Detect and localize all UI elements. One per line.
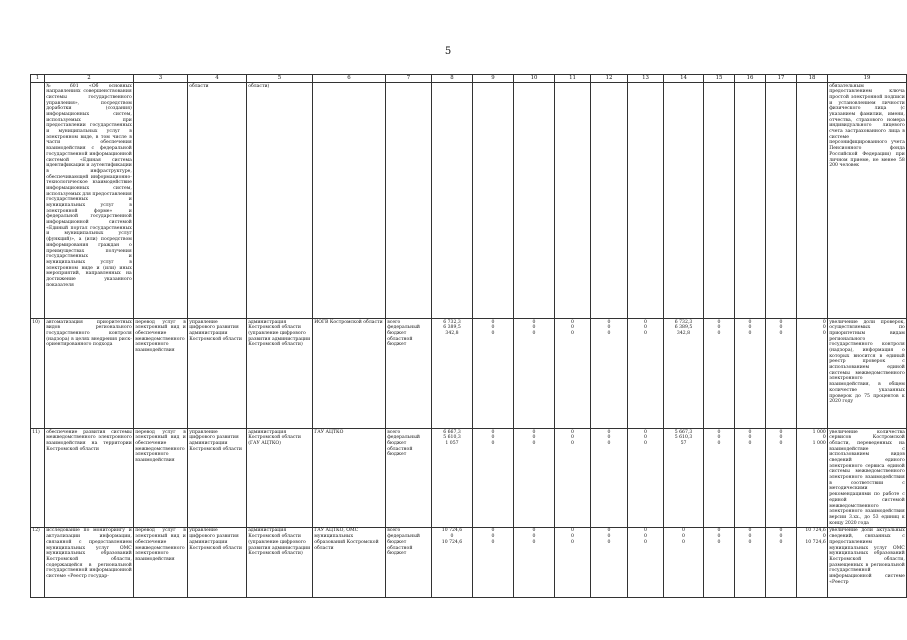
col-header-10: 10 [514,75,555,83]
value: 0 [491,534,495,540]
value: 0 [532,319,536,325]
cell-year [555,429,591,528]
cell-executor: ИОГВ Костромской области [313,319,386,429]
value: 0 [717,319,721,325]
cell-year [473,429,514,528]
cell-year [664,527,704,597]
value: 0 [644,325,647,331]
cell-empty [432,83,473,319]
value: 0 [607,330,611,336]
value: 10 724,6 [805,539,826,545]
cell-empty [555,83,591,319]
cell-year [473,319,514,429]
col-header-12: 12 [591,75,628,83]
cell-year [591,429,628,528]
cell-source [386,429,432,528]
value: 0 [682,534,685,540]
cell-sum-total [432,527,473,597]
cell-year [735,429,766,528]
cell-executor: ГАУ АЦТКО [313,429,386,528]
value: 0 [491,319,495,325]
value: 0 [748,528,752,534]
cell-measure-name: № 601 «Об основных направлениях совершенствования системы государственного управления», посредством доработки (создания) информационных систем, используемых при предоставлении государственных и муниципальных услуг в электронном виде, в том числе в части обеспечения взаимодействия с федеральной государственной информационной системой «Единая система идентификации и аутентификации в инфраструктуре, обеспечивающей информационно-технологическое взаимодействие информационных систем, используемых для предоставления государственных и муниципальных услуг в электронной форме» и федеральной государственной информационной системой «Единый портал государственных и муниципальных услуг (функций)», а (или) посредством информирования граждан о преимуществах получения государственных и муниципальных услуг в электронном виде и (или) иных мероприятий, направленных на достижение указанного показателя [45,83,134,319]
value: 0 [571,440,574,446]
cell-year [555,319,591,429]
source-federal: федеральный бюджет [387,435,420,446]
source-total: всего [387,429,401,435]
cell-executor: ГАУ АЦТКО, ОМС муниципальных образований Костромской области [313,527,386,597]
value: 0 [748,319,752,325]
cell-empty [704,83,735,319]
value: 6 732,3 [674,319,693,325]
cell-year [664,429,704,528]
cell-year [514,319,555,429]
value: 0 [491,429,495,435]
cell-year [797,319,828,429]
cell-direction [134,83,188,319]
value: 0 [532,534,536,540]
value: 342,8 [676,330,691,336]
value: 0 [779,534,783,540]
col-header-9: 9 [473,75,514,83]
value: 0 [644,319,647,325]
value: 0 [748,325,752,331]
value: 342,8 [445,330,459,336]
cell-source [386,319,432,429]
value: 0 [644,429,647,435]
cell-measure-name: автоматизация приоритетных видов регионального государственного контроля (надзора) в целях внедрения риск-ориентированного подхода [45,319,134,429]
value: 10 724,6 [441,539,463,545]
value: 0 [607,435,611,441]
cell-indicator: обязательным предоставлением ключа простой электронной подписи и установлением личности физического лица (с указанием фамилии, имени, отчества, страхового номера индивидуального лицевого счета застрахованного лица в системе персонифицированного учета Пенсионного фонда Российской Федерации) при личном приеме, не менее 58 200 человек [828,83,907,319]
value: 0 [682,528,685,534]
cell-year [704,527,735,597]
col-header-11: 11 [555,75,591,83]
value: 0 [822,534,826,540]
value: 0 [607,534,611,540]
source-total: всего [387,528,401,534]
value: 0 [717,325,721,331]
value: 0 [491,435,495,441]
value: 0 [682,539,685,545]
value: 0 [532,325,536,331]
value: 57 [680,440,687,446]
value: 0 [644,539,647,545]
cell-year [591,319,628,429]
value: 10 724,6 [441,528,463,534]
value: 0 [532,330,536,336]
cell-number [31,83,45,319]
value: 0 [748,435,752,441]
value: 0 [779,330,783,336]
col-header-16: 16 [735,75,766,83]
value: 0 [571,435,574,441]
cell-number: 12) [31,527,45,597]
cell-sum-total [432,319,473,429]
value: 6 732,3 [443,319,461,325]
value: 1 000 [812,440,826,446]
cell-year [514,527,555,597]
value: 0 [491,528,495,534]
cell-measure-name: исследование по мониторингу и актуализации информации, связанной с предоставлением муниципальных услуг ОМС муниципальных образований Костромской области, содержащейся в региональной государственной информационной системе «Реестр государ- [45,527,134,597]
value: 0 [607,528,611,534]
value: 0 [571,429,574,435]
cell-responsible: управление цифрового развития администрации Костромской области [188,527,247,597]
value: 1 000 [812,429,826,435]
col-header-2: 2 [45,75,134,83]
cell-year [704,319,735,429]
cell-source [386,527,432,597]
value: 0 [779,539,783,545]
cell-responsible: управление цифрового развития администрации Костромской области [188,429,247,528]
value: 0 [491,325,495,331]
value: 0 [748,440,752,446]
cell-empty [766,83,797,319]
cell-year [797,527,828,597]
cell-responsible: области [188,83,247,319]
value: 0 [607,319,611,325]
value: 6 667,3 [443,429,461,435]
cell-year [628,527,664,597]
cell-year [664,319,704,429]
value: 5 610,3 [443,435,461,441]
source-regional: областной бюджет [387,446,413,458]
col-header-6: 6 [313,75,386,83]
value: 0 [779,435,783,441]
value: 0 [571,330,574,336]
value: 10 724,6 [805,528,826,534]
value: 0 [644,534,647,540]
cell-empty [473,83,514,319]
cell-empty [628,83,664,319]
value: 0 [717,330,721,336]
value: 0 [748,539,752,545]
value: 0 [571,534,574,540]
cell-year [797,429,828,528]
value: 0 [607,440,611,446]
cell-year [766,429,797,528]
cell-indicator: увеличение количества сервисов Костромской области, переведенных на взаимодействие с использованием видов сведений единого электронного сервиса единой системы межведомственного электронного взаимодействия в соответствии с методическими рекомендациями по работе с единой системой межведомственного электронного взаимодействия версии 3.xx., до 53 единиц к концу 2020 года [829,429,905,526]
value: 0 [532,440,536,446]
value: 0 [822,325,826,331]
cell-year [766,527,797,597]
col-header-7: 7 [386,75,432,83]
value: 0 [571,325,574,331]
col-header-1: 1 [31,75,45,83]
cell-measure-name: обеспечение развития системы межведомственного электронного взаимодействия на территории Костромской области [45,429,134,528]
cell-year [628,319,664,429]
value: 0 [644,528,647,534]
cell-grbs: администрация Костромской области (управление цифрового развития администрации Костромской области) [247,527,313,597]
program-measures-table [30,74,907,598]
value: 0 [717,435,721,441]
cell-year [766,319,797,429]
value: 0 [779,319,783,325]
cell-year [628,429,664,528]
cell-indicator: увеличение доли актуальных сведений, связанных с предоставлением муниципальных услуг ОМС муниципальных образований Костромской области, размещенных в региональной государственной информационной системе «Реестр [828,527,907,597]
value: 0 [779,528,783,534]
cell-number: 11) [31,429,45,528]
value: 0 [717,534,721,540]
cell-empty [664,83,704,319]
value: 0 [532,429,536,435]
cell-year [591,527,628,597]
cell-grbs: администрация Костромской области (ГАУ АЦТКО) [247,429,313,528]
cell-grbs: администрация Костромской области (управление цифрового развития администрации Костромской области) [247,319,313,429]
value: 1 057 [445,440,459,446]
value: 0 [532,539,536,545]
value: 0 [571,539,574,545]
value: 0 [717,528,721,534]
col-header-5: 5 [247,75,313,83]
source-federal: федеральный бюджет [387,325,420,336]
value: 0 [491,440,495,446]
column-number-header [31,75,907,83]
value: 0 [644,435,647,441]
value: 0 [822,435,826,441]
page-number: 5 [444,46,452,57]
cell-number: 10) [31,319,45,429]
value: 0 [717,429,721,435]
value: 0 [748,534,752,540]
value: 6 389,5 [674,325,693,331]
col-header-4: 4 [188,75,247,83]
cell-direction: перевод услуг в электронный вид и обеспечение межведомственного электронного взаимодействия [134,429,188,528]
cell-year [735,527,766,597]
table-row-continuation [31,83,907,319]
col-header-18: 18 [797,75,828,83]
value: 0 [571,528,574,534]
source-total: всего [387,319,401,325]
col-header-13: 13 [628,75,664,83]
cell-sum-total [432,429,473,528]
cell-source [386,83,432,319]
source-regional: областной бюджет [387,336,413,348]
cell-responsible: управление цифрового развития администрации Костромской области [188,319,247,429]
value: 0 [779,429,783,435]
cell-empty [735,83,766,319]
cell-grbs: области) [247,83,313,319]
cell-direction: перевод услуг в электронный вид и обеспечение межведомственного электронного взаимодействия [134,527,188,597]
cell-executor [313,83,386,319]
cell-year [704,429,735,528]
value: 0 [491,330,495,336]
value: 0 [748,330,752,336]
value: 0 [607,539,611,545]
value: 0 [644,440,647,446]
source-regional: областной бюджет [387,545,413,557]
value: 0 [450,534,454,540]
value: 0 [779,440,783,446]
table-row-12 [31,527,907,597]
cell-year [514,429,555,528]
col-header-19: 19 [828,75,907,83]
value: 0 [571,319,574,325]
value: 6 389,5 [443,325,461,331]
col-header-17: 17 [766,75,797,83]
source-federal: федеральный бюджет [387,534,420,545]
value: 5 610,3 [674,435,693,441]
cell-empty [514,83,555,319]
cell-year [473,527,514,597]
value: 0 [822,330,826,336]
value: 0 [491,539,495,545]
value: 0 [532,528,536,534]
col-header-8: 8 [432,75,473,83]
col-header-3: 3 [134,75,188,83]
value: 0 [717,440,721,446]
cell-year [555,527,591,597]
cell-year [735,319,766,429]
value: 5 667,3 [674,429,693,435]
cell-indicator: увеличение доли проверок, осуществляемых по приоритетным видам регионального государственного контроля (надзора), информация о которых вносится в единый реестр проверок с использованием единой системы межведомственного электронного взаимодействия, в общем количестве указанных проверок до 75 процентов к 2020 году [828,319,907,429]
value: 0 [607,325,611,331]
cell-direction: перевод услуг в электронный вид и обеспечение межведомственного электронного взаимодействия [134,319,188,429]
table-row-10 [31,319,907,429]
value: 0 [748,429,752,435]
col-header-15: 15 [704,75,735,83]
value: 0 [779,325,783,331]
value: 0 [532,435,536,441]
value: 0 [644,330,647,336]
value: 0 [607,429,611,435]
value: 0 [822,319,826,325]
cell-empty [797,83,828,319]
cell-empty [591,83,628,319]
col-header-14: 14 [664,75,704,83]
table-row-11 [31,429,907,528]
value: 0 [717,539,721,545]
